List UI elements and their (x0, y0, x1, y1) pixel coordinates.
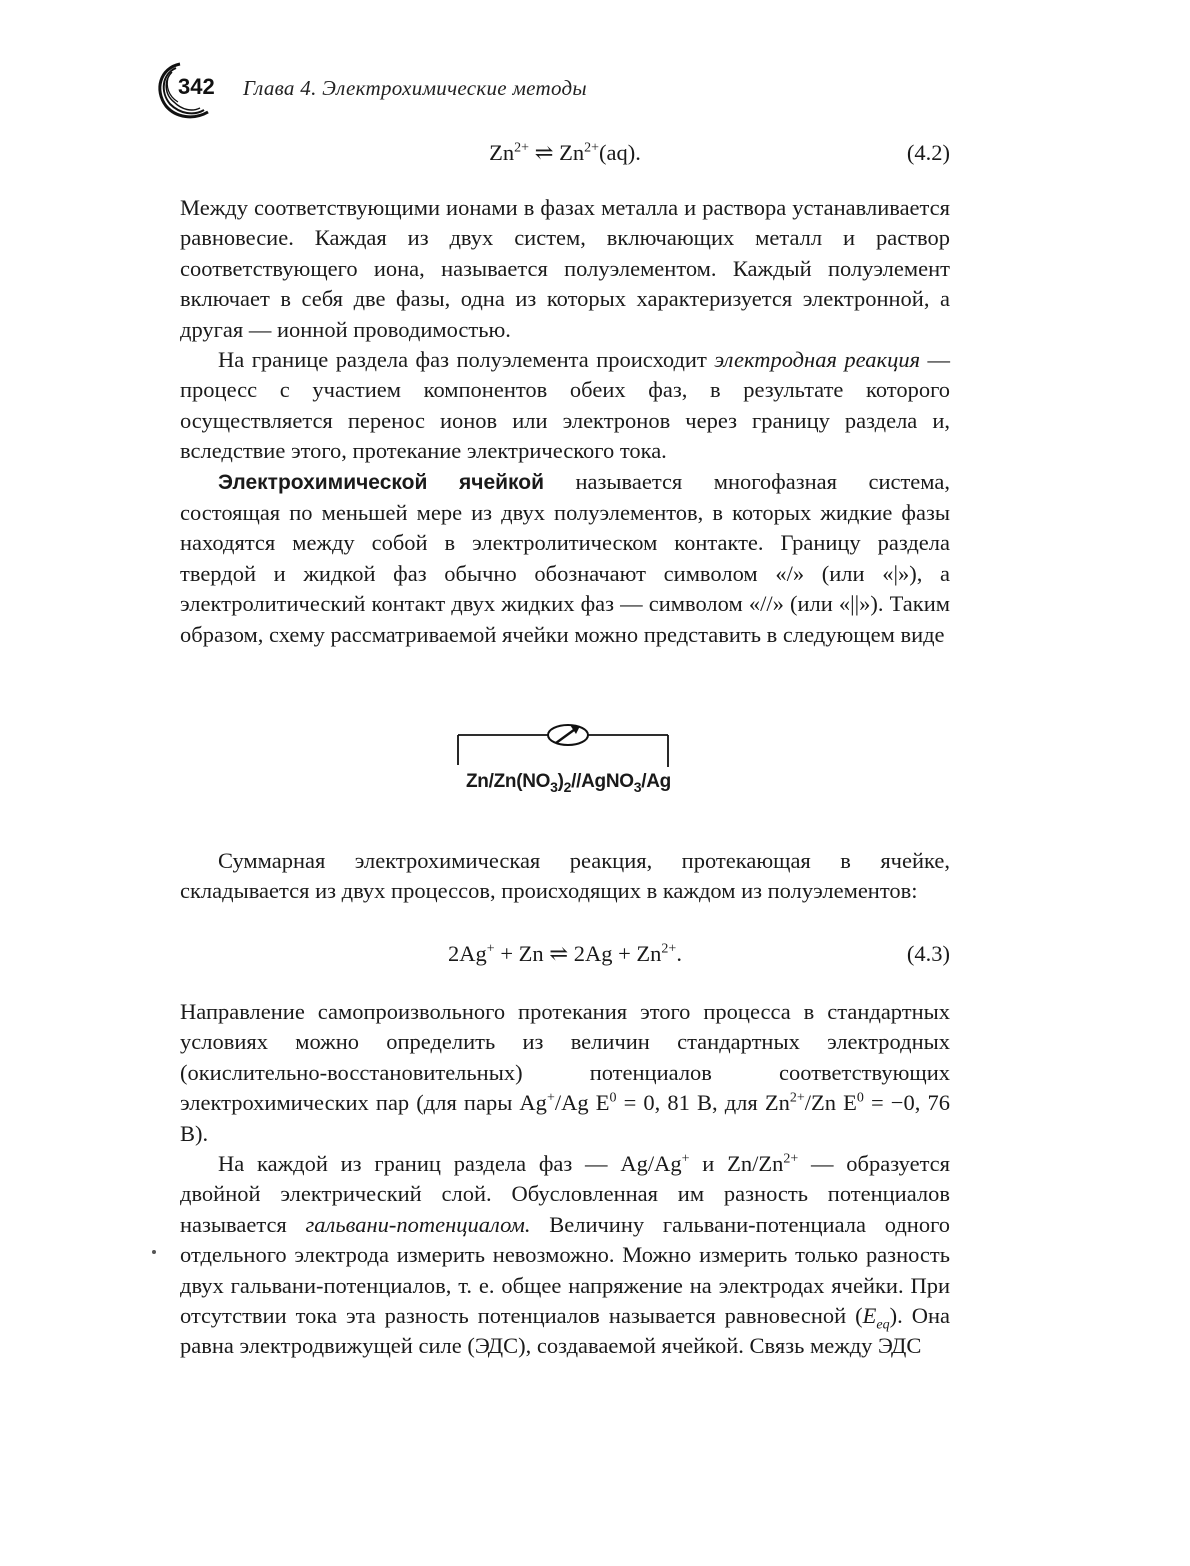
paragraph-text: = 0, 81 В, для Zn (616, 1090, 790, 1116)
italic-term: электродная реакция (714, 347, 921, 373)
paragraph-3 (180, 467, 950, 650)
paragraph-4: Суммарная электрохимическая реакция, протекающая в ячейке, складывается из двух процессов, происходящих в каждом из полуэлементов: (180, 848, 950, 904)
eq-term: + Zn (494, 941, 550, 966)
superscript: 0 (609, 1090, 617, 1106)
paragraph-text: На каждой из границ раздела фаз — Ag/Ag (218, 1151, 682, 1177)
paragraph-text: Направление самопроизвольного протекания этого процесса в стандартных условиях можно определить из величин стандартных электродных (окислительно-восстановительных) потенциалов соответствующих электрохимических пар (для пары Ag (180, 999, 950, 1116)
equilibrium-arrow: ⇌ (549, 941, 569, 966)
paragraph-text: /Ag E (554, 1090, 610, 1116)
cell-scheme-formula (446, 771, 691, 793)
equation-body (180, 941, 950, 967)
bold-term: Электрохимической ячейкой (218, 470, 545, 494)
eq-sup: 2+ (584, 140, 600, 156)
eq-term: . (676, 941, 682, 966)
eq-sup: 2+ (661, 941, 677, 957)
eq-term: 2Ag (448, 941, 487, 966)
formula-sub: 3 (550, 778, 558, 795)
italic-term: гальвани-потенциалом. (305, 1211, 531, 1237)
formula-part: ) (557, 771, 564, 792)
formula-part: //AgNO (571, 771, 634, 792)
paragraph-text: и Zn/Zn (689, 1151, 784, 1177)
superscript: + (546, 1090, 555, 1106)
cell-scheme (440, 715, 690, 805)
formula-part: Zn/Zn(NO (466, 771, 551, 792)
equation-body (180, 140, 950, 166)
paragraph-text: = −0, 76 В). (180, 1090, 950, 1146)
cell-circuit-diagram (440, 715, 690, 771)
superscript: 0 (856, 1090, 864, 1106)
paragraph-text: ). Она равна электродвижущей силе (ЭДС), создаваемой ячейкой. Связь между ЭДС (180, 1303, 950, 1359)
paragraph-text: /Zn E (804, 1090, 857, 1116)
eq-sup: + (486, 941, 495, 957)
equilibrium-arrow: ⇌ (534, 140, 554, 165)
formula-sub: 3 (633, 778, 642, 795)
paragraph-text: называется многофазная система, состоящая по меньшей мере из двух полуэлементов, в которых жидкие фазы находятся между собой в электролитическом контакте. Границу раздела твердой и жидкой фаз обычно обозначают символом «/» (или «|»), а электролитический контакт двух жидких фаз — символом «//» (или «||»). Таким образом, схему рассматриваемой ячейки можно представить в следующем виде (180, 468, 950, 647)
eq-sup: 2+ (514, 140, 530, 156)
eq-term: Zn (559, 140, 585, 165)
equation-number: (4.2) (906, 140, 950, 165)
eq-term: (aq). (599, 140, 641, 165)
scan-dot (152, 1250, 156, 1254)
paragraph-6 (180, 1149, 950, 1362)
paragraph-1: Между соответствующими ионами в фазах металла и раствора устанавливается равновесие. Каждая из двух систем, включающих металл и раствор соответствующего иона, называется полуэлементом. Каждый полуэлемент включает в себя две фазы, одна из которых характеризуется электронной, а другая — ионной проводимостью. (180, 195, 950, 342)
superscript: 2+ (789, 1090, 805, 1106)
math-symbol: E (862, 1303, 877, 1329)
eq-term: Zn (489, 140, 515, 165)
text-block-lower (180, 997, 950, 1362)
superscript: + (681, 1151, 690, 1167)
paragraph-2 (180, 345, 950, 467)
text-block-upper (180, 193, 950, 650)
paragraph-text: Величину гальвани-потенциала одного отдельного электрода измерить невозможно. Можно измерить только разность двух гальвани-потенциалов, т. е. общее напряжение на электродах ячейки. При отсутствии тока эта разность потенциалов называется равновесной ( (180, 1211, 950, 1329)
eq-term: 2Ag + Zn (568, 941, 662, 966)
paragraph-5 (180, 997, 950, 1149)
formula-sub: 2 (563, 778, 572, 795)
running-head: Глава 4. Электрохимические методы (243, 76, 587, 100)
page-number: 342 (178, 74, 215, 99)
equation-number: (4.3) (906, 941, 950, 966)
subscript: eq (876, 1317, 890, 1333)
paragraph-text: — образуется двойной электрический слой. Обусловленная им разность потенциалов называется (180, 1151, 951, 1237)
paragraph-text: — процесс с участием компонентов обеих фаз, в результате которого осуществляется перенос ионов или электронов через границу раздела и, вследствие этого, протекание электрического тока. (180, 347, 950, 464)
equation-4-3 (180, 941, 950, 975)
page-header (150, 60, 950, 124)
equation-4-2 (180, 140, 950, 174)
paragraph-text: На границе раздела фаз полуэлемента происходит (218, 347, 715, 373)
superscript: 2+ (783, 1151, 799, 1167)
text-block-middle (180, 846, 950, 907)
formula-part: /Ag (641, 771, 671, 792)
